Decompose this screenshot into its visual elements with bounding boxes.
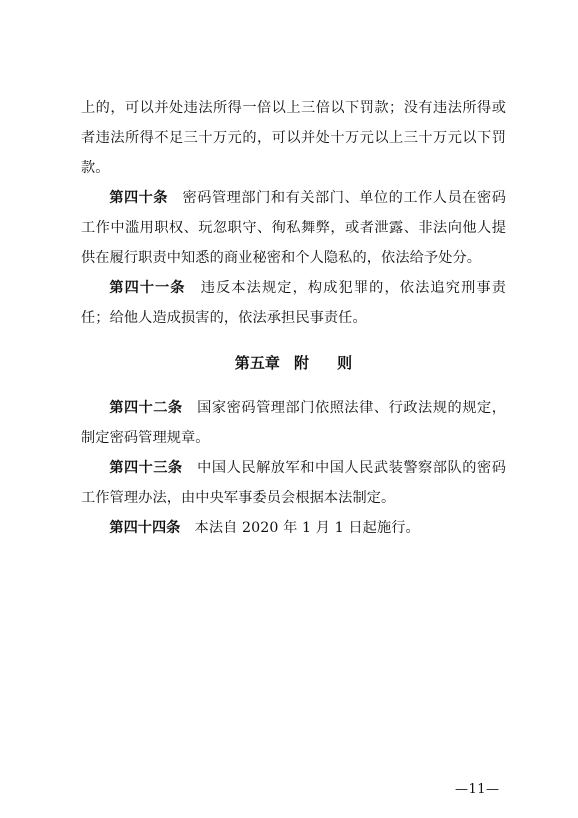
article-41 [81,273,506,333]
chapter-title-part2: 则 [337,354,353,372]
article-43 [81,453,506,513]
article-number: 第四十二条 [109,400,183,416]
article-number: 第四十四条 [109,520,181,536]
article-42 [81,393,506,453]
continuation-paragraph: 上的，可以并处违法所得一倍以上三倍以下罚款；没有违法所得或者违法所得不足三十万元的，可以并处十万元以上三十万元以下罚款。 [81,100,506,176]
article-40 [81,183,506,273]
article-text: 密码管理部门和有关部门、单位的工作人员在密码工作中滥用职权、玩忽职守、徇私舞弊，或者泄露、非法向他人提供在履行职责中知悉的商业秘密和个人隐私的，依法给予处分。 [81,190,506,266]
chapter-heading [81,346,506,380]
chapter-number: 第五章 [234,354,281,372]
article-text: 国家密码管理部门依照法律、行政法规的规定，制定密码管理规章。 [81,400,506,446]
article-number: 第四十三条 [109,460,183,476]
article-text: 违反本法规定，构成犯罪的，依法追究刑事责任；给他人造成损害的，依法承担民事责任。 [81,280,506,326]
article-text: 本法自 2020 年 1 月 1 日起施行。 [194,520,420,536]
article-number: 第四十一条 [109,280,186,296]
document-body [81,93,506,543]
article-44 [81,513,506,543]
article-number: 第四十条 [109,190,168,206]
page-number: —11— [455,782,500,797]
article-text: 中国人民解放军和中国人民武装警察部队的密码工作管理办法，由中央军事委员会根据本法制定。 [81,460,506,506]
chapter-title-part1: 附 [294,354,310,372]
